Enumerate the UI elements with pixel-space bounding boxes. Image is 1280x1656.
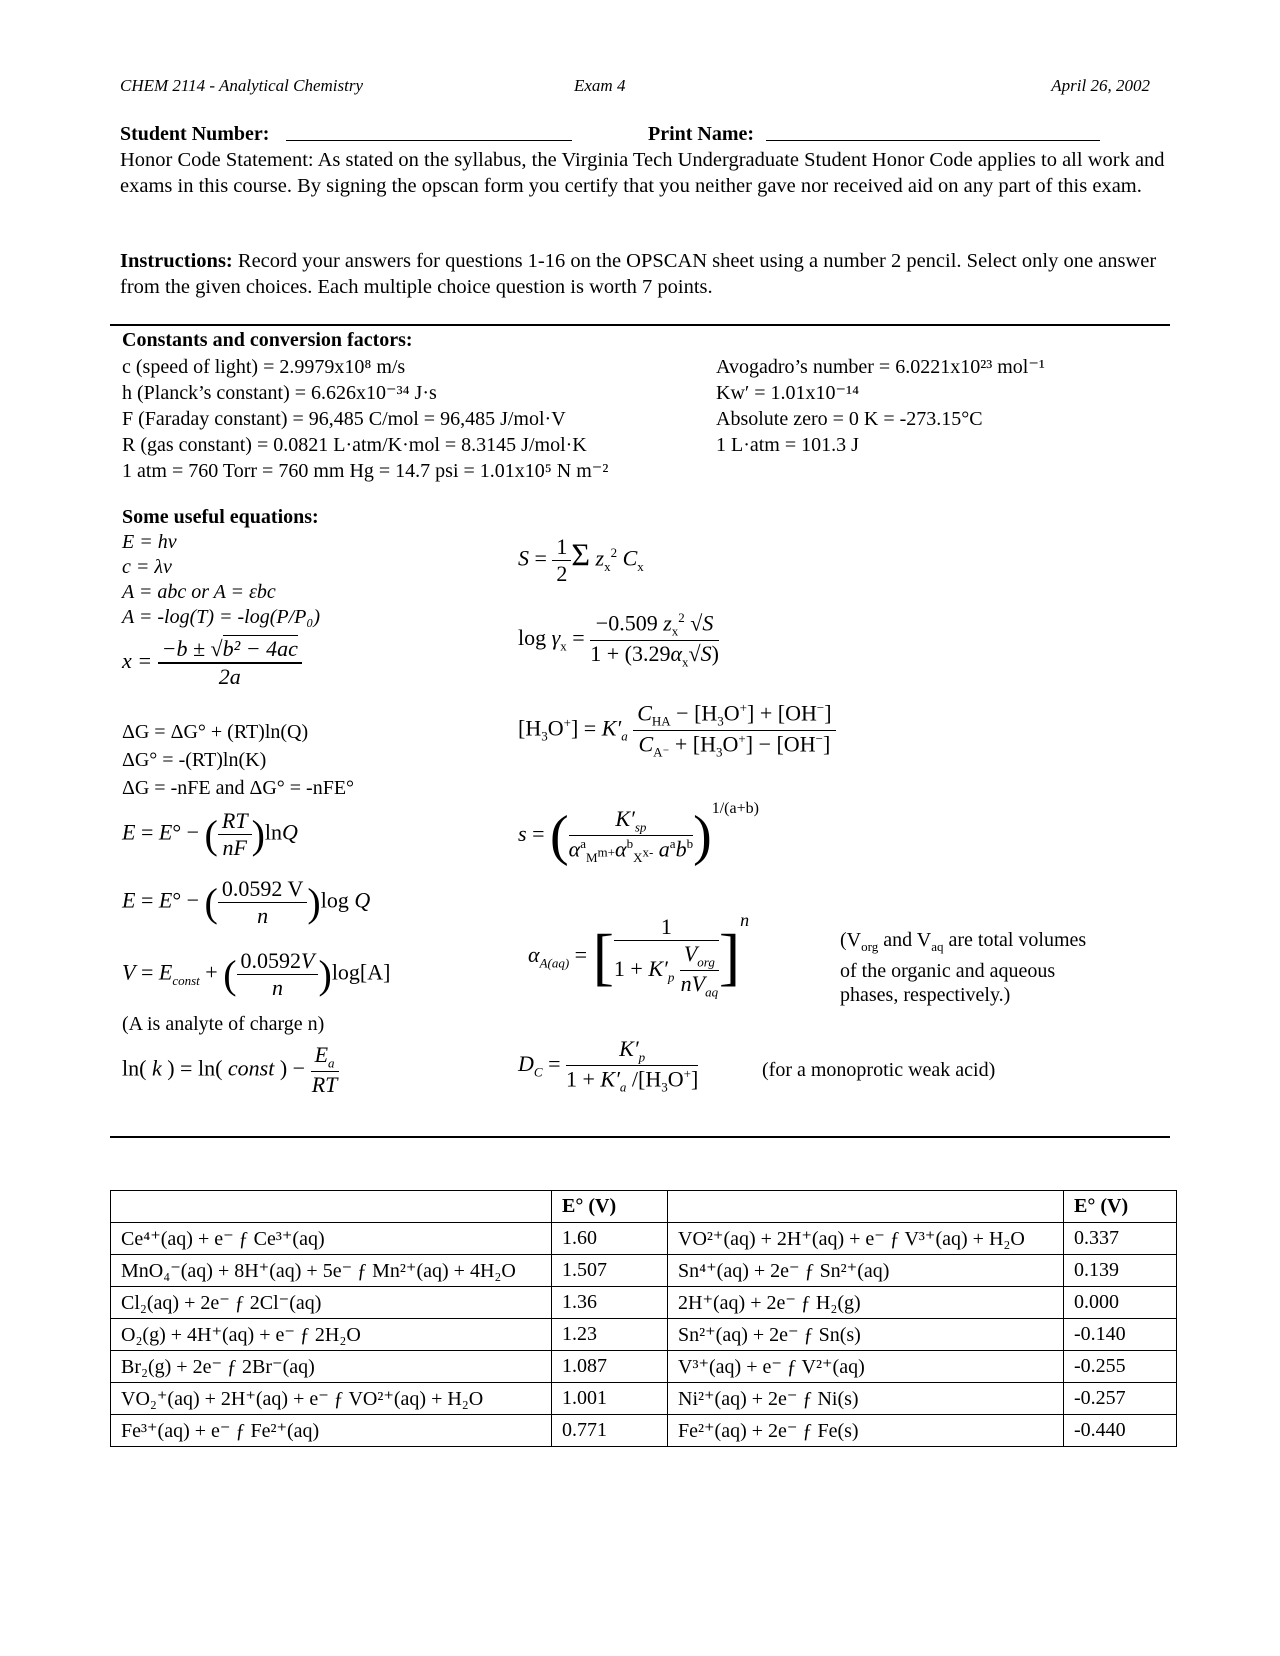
instructions-text: Record your answers for questions 1-16 on the OPSCAN sheet using a number 2 pencil. Select only one answer from the given choices. Each multiple choice question is worth 7 points.: [120, 250, 1157, 298]
reaction-cell: Ce⁴⁺(aq) + e⁻ ƒ Ce³⁺(aq): [111, 1223, 552, 1255]
volume-note: [840, 928, 1086, 1007]
volume-note-mid: and V: [878, 929, 932, 951]
section-divider: [110, 1136, 1170, 1138]
reaction-cell: Br₂(g) + 2e⁻ ƒ 2Br⁻(aq): [111, 1351, 552, 1383]
reduction-potential-table: [110, 1190, 1177, 1447]
table-row: [111, 1415, 1177, 1447]
distribution-coefficient: $D_C$ = $\frac{K'_p}{1 + K'_a /[H_3O^+]}$: [518, 1036, 699, 1096]
volume-note-aq: aq: [931, 939, 944, 954]
table-row: [111, 1255, 1177, 1287]
equation-absorbance: A = -log(T) = -log(P/P₀): [122, 606, 320, 628]
constant-item: Avogadro’s number = 6.0221x10²³ mol⁻¹: [716, 356, 1045, 378]
table-header-e: E° (V): [552, 1191, 668, 1223]
reaction-cell: Fe²⁺(aq) + 2e⁻ ƒ Fe(s): [668, 1415, 1064, 1447]
hydronium-equation: $[H_3O^+] = K'_a$ $\frac{C_{HA} - [H_3O^+] + [OH^-]}{C_{A^-} + [H_3O^+] - [OH^-]}$: [518, 700, 836, 760]
exam-title: Exam 4: [574, 76, 626, 95]
potential-cell: -0.257: [1064, 1383, 1177, 1415]
constant-item: Absolute zero = 0 K = -273.15°C: [716, 408, 983, 430]
equation-beer-lambert: A = abc or A = εbc: [122, 581, 276, 603]
equation-gibbs-k: ΔG° = -(RT)ln(K): [122, 749, 267, 771]
volume-note-v: (V: [840, 929, 862, 951]
table-row: [111, 1287, 1177, 1319]
volume-note-org: org: [861, 939, 879, 954]
print-name-label: Print Name:: [648, 123, 755, 145]
student-number-label: Student Number:: [120, 123, 270, 145]
potential-cell: -0.140: [1064, 1319, 1177, 1351]
monoprotic-note: (for a monoprotic weak acid): [762, 1059, 996, 1081]
constant-item: Kw′ = 1.01x10⁻¹⁴: [716, 382, 860, 404]
potential-cell: 1.36: [552, 1287, 668, 1319]
potential-cell: 1.087: [552, 1351, 668, 1383]
potential-cell: -0.255: [1064, 1351, 1177, 1383]
table-row: [111, 1383, 1177, 1415]
reaction-cell: VO²⁺(aq) + 2H⁺(aq) + e⁻ ƒ V³⁺(aq) + H₂O: [668, 1223, 1064, 1255]
constants-title: Constants and conversion factors:: [122, 329, 413, 351]
reaction-cell: Fe³⁺(aq) + e⁻ ƒ Fe²⁺(aq): [111, 1415, 552, 1447]
table-header-blank: [668, 1191, 1064, 1223]
table-header-blank: [111, 1191, 552, 1223]
potential-cell: 0.337: [1064, 1223, 1177, 1255]
constant-item: 1 L·atm = 101.3 J: [716, 434, 859, 456]
electrode-potential: $V = E_{const}$ + ( $\frac{0.0592V}{n}$ )log[A]: [122, 948, 391, 1000]
potential-cell: 0.000: [1064, 1287, 1177, 1319]
reaction-cell: Sn⁴⁺(aq) + 2e⁻ ƒ Sn²⁺(aq): [668, 1255, 1064, 1287]
volume-note-line3: phases, respectively.): [840, 984, 1011, 1006]
potential-cell: 0.139: [1064, 1255, 1177, 1287]
fraction-aqueous: $\alpha_{A(aq)}$ = [ 1 $1 + K'_p$ $\frac{V_{org}}{nV_{aq}}$ ]$^n$: [528, 910, 750, 1000]
potential-cell: 1.60: [552, 1223, 668, 1255]
potential-cell: 1.23: [552, 1319, 668, 1351]
equation-wave: c = λν: [122, 556, 172, 578]
reaction-cell: Sn²⁺(aq) + 2e⁻ ƒ Sn(s): [668, 1319, 1064, 1351]
constant-item: c (speed of light) = 2.9979x10⁸ m/s: [122, 356, 406, 378]
reaction-cell: MnO₄⁻(aq) + 8H⁺(aq) + 5e⁻ ƒ Mn²⁺(aq) + 4H₂O: [111, 1255, 552, 1287]
reaction-cell: Ni²⁺(aq) + 2e⁻ ƒ Ni(s): [668, 1383, 1064, 1415]
section-divider: [110, 324, 1170, 326]
reaction-cell: 2H⁺(aq) + 2e⁻ ƒ H₂(g): [668, 1287, 1064, 1319]
volume-note-line2: of the organic and aqueous: [840, 960, 1056, 982]
arrhenius-equation: ln( k ) = ln( const ) − $\frac{E_a}{RT}$: [122, 1042, 338, 1098]
solubility-equation: s = ( $\frac{K'_{sp}}{\alpha^a_{M^{m+}}\alpha^b_{X^{x-}} a^ab^b}$ )$^{1/(a+b)}$: [518, 800, 759, 867]
equation-gibbs-e: ΔG = -nFE and ΔG° = -nFE°: [122, 777, 355, 799]
nernst-log: E = E° − ( $\frac{0.0592 V}{n}$ )log Q: [122, 876, 371, 928]
constant-item: F (Faraday constant) = 96,485 C/mol = 96,485 J/mol·V: [122, 408, 566, 430]
student-number-field[interactable]: [286, 140, 572, 141]
nernst-ln: E = E° − ( $\frac{RT}{nF}$ )lnQ: [122, 808, 298, 860]
reaction-cell: V³⁺(aq) + e⁻ ƒ V²⁺(aq): [668, 1351, 1064, 1383]
ionic-strength: S = $\frac{1}{2}$ Σ $z_x^2$ $C_x$: [518, 534, 644, 586]
constant-item: h (Planck’s constant) = 6.626x10⁻³⁴ J·s: [122, 382, 437, 404]
potential-cell: -0.440: [1064, 1415, 1177, 1447]
volume-note-end: are total volumes: [943, 929, 1087, 951]
table-row: [111, 1319, 1177, 1351]
table-row: [111, 1351, 1177, 1383]
constants-right-list: [716, 354, 1045, 458]
equations-title: Some useful equations:: [122, 506, 319, 528]
table-header-row: [111, 1191, 1177, 1223]
instructions: [120, 249, 1170, 300]
constants-left-list: [122, 354, 608, 484]
analyte-note: (A is analyte of charge n): [122, 1013, 325, 1035]
print-name-field[interactable]: [766, 140, 1100, 141]
debye-huckel: $\log \gamma_x$ = $\frac{-0.509 z_x^2 √S}{1 + (3.29\alpha_x√S)}$: [518, 610, 719, 670]
potential-cell: 1.001: [552, 1383, 668, 1415]
equation-gibbs-q: ΔG = ΔG° + (RT)ln(Q): [122, 721, 309, 743]
table-row: [111, 1223, 1177, 1255]
equation-planck: E = hν: [122, 531, 177, 553]
reaction-cell: Cl₂(aq) + 2e⁻ ƒ 2Cl⁻(aq): [111, 1287, 552, 1319]
simple-equations: [122, 530, 320, 630]
reaction-cell: VO₂⁺(aq) + 2H⁺(aq) + e⁻ ƒ VO²⁺(aq) + H₂O: [111, 1383, 552, 1415]
instructions-label: Instructions:: [120, 250, 233, 272]
gibbs-equations: [122, 718, 354, 802]
honor-code-statement: Honor Code Statement: As stated on the syllabus, the Virginia Tech Undergraduate Student Honor Code applies to all work and exams in this course. By signing the opscan form you certify that you neither gave nor received aid on any part of this exam.: [120, 149, 1165, 197]
potential-cell: 0.771: [552, 1415, 668, 1447]
reaction-cell: O₂(g) + 4H⁺(aq) + e⁻ ƒ 2H₂O: [111, 1319, 552, 1351]
constant-item: R (gas constant) = 0.0821 L·atm/K·mol = 8.3145 J/mol·K: [122, 434, 587, 456]
table-header-e: E° (V): [1064, 1191, 1177, 1223]
quadratic-formula: x = $\frac{\text{−b ± √b² − 4ac}}{2a}$: [122, 636, 302, 690]
exam-date: April 26, 2002: [1051, 76, 1150, 95]
potential-cell: 1.507: [552, 1255, 668, 1287]
constant-item: 1 atm = 760 Torr = 760 mm Hg = 14.7 psi = 1.01x10⁵ N m⁻²: [122, 460, 609, 482]
course-title: CHEM 2114 - Analytical Chemistry: [120, 76, 364, 95]
